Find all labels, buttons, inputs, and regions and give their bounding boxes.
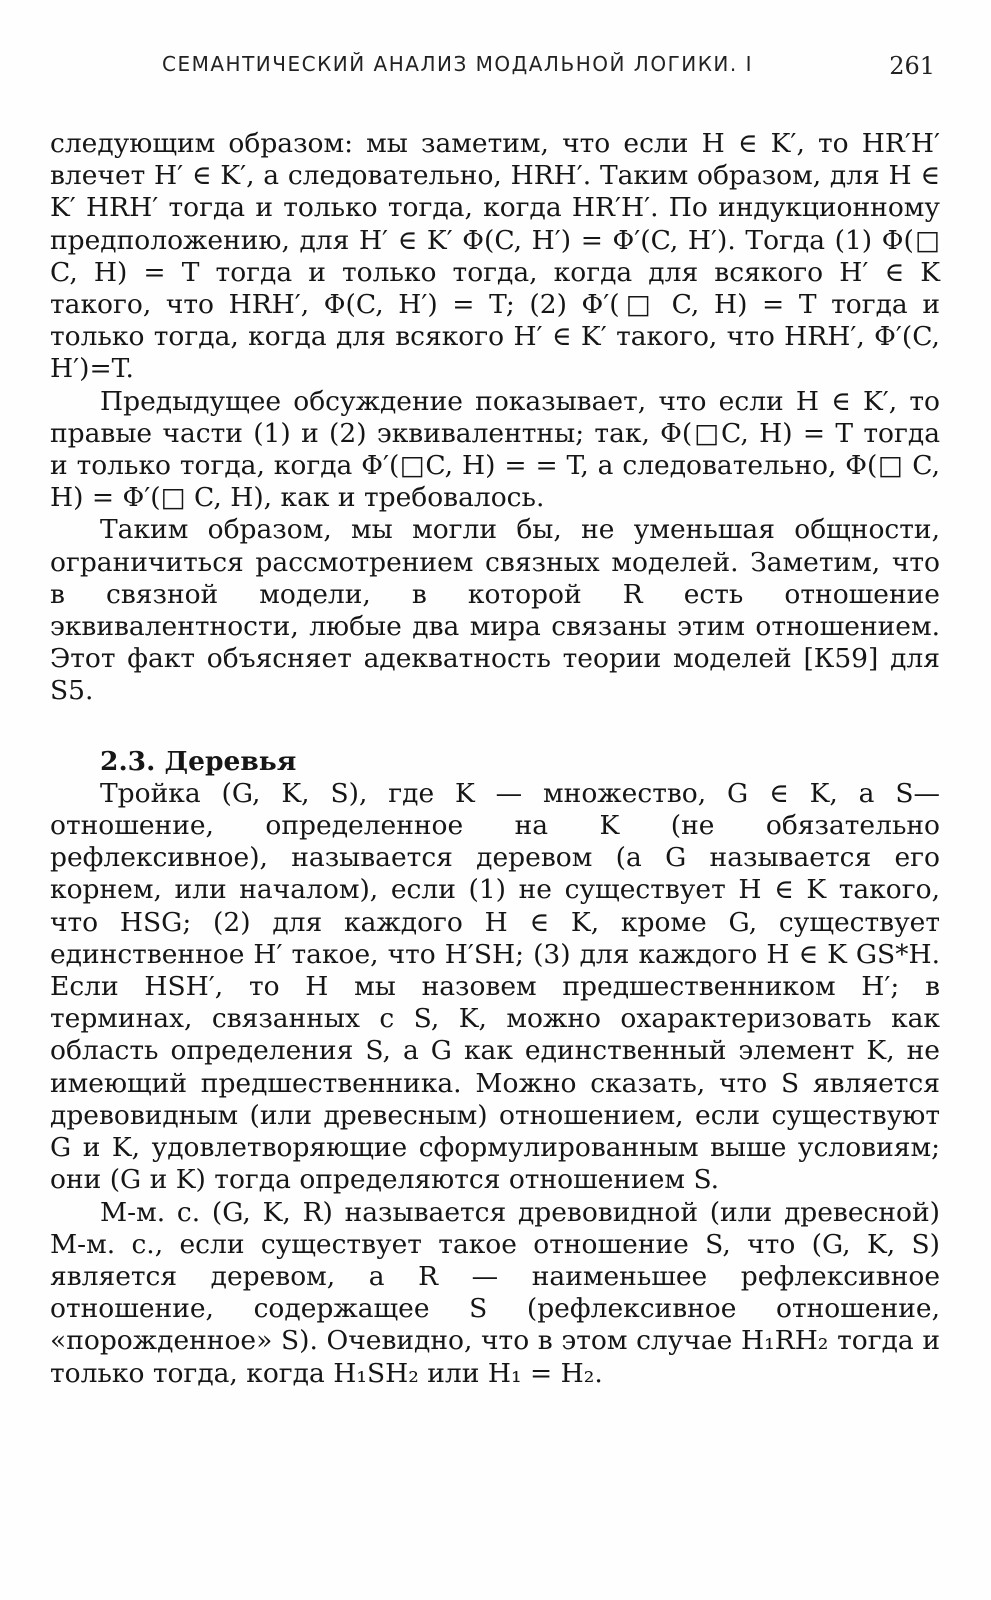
paragraph: следующим образом: мы заметим, что если H ∈ K′, то HR′H′ влечет H′ ∈ K′, а следовательно, HRH′. Таким образом, для H ∈ K′ HRH′ тогда и только тогда, когда HR′H′. По индукционному предположению, для H′ ∈ K′ Φ(C, H′) = Φ′(C, H′). Тогда (1) Φ(□ C, H) = T тогда и только тогда, когда для всякого H′ ∈ K такого, что HRH′, Φ(C, H′) = T; (2) Φ′(□ C, H) = T тогда и только тогда, когда для всякого H′ ∈ K′ такого, что HRH′, Φ′(C, H′)=T. — [50, 128, 940, 385]
paragraph: Предыдущее обсуждение показывает, что если H ∈ K′, то правые части (1) и (2) эквивалентны; так, Φ(□C, H) = T тогда и только тогда, когда Φ′(□C, H) = = T, а следовательно, Φ(□ C, H) = Φ′(□ C, H), как и требовалось. — [50, 385, 940, 514]
paragraph: Таким образом, мы могли бы, не уменьшая общности, ограничиться рассмотрением связных моделей. Заметим, что в связной модели, в которой R есть отношение эквивалентности, любые два мира связаны этим отношением. Этот факт объясняет адекватность теории моделей [К59] для S5. — [50, 514, 940, 707]
paragraph: M-м. с. (G, K, R) называется древовидной (или древесной) M-м. с., если существует такое отношение S, что (G, K, S) является деревом, а R — наименьшее рефлексивное отношение, содержащее S (рефлексивное отношение, «порожденное» S). Очевидно, что в этом случае H₁RH₂ тогда и только тогда, когда H₁SH₂ или H₁ = H₂. — [50, 1196, 940, 1389]
page-number: 261 — [889, 52, 935, 80]
running-title: СЕМАНТИЧЕСКИЙ АНАЛИЗ МОДАЛЬНОЙ ЛОГИКИ. I — [162, 52, 754, 76]
body-text — [50, 128, 940, 1390]
paragraph: Тройка (G, K, S), где K — множество, G ∈ K, а S—отношение, определенное на K (не обязательно рефлексивное), называется деревом (а G называется его корнем, или началом), если (1) не существует H ∈ K такого, что HSG; (2) для каждого H ∈ K, кроме G, существует единственное H′ такое, что H′SH; (3) для каждого H ∈ K GS*H. Если HSH′, то H мы назовем предшественником H′; в терминах, связанных с S, K, можно охарактеризовать как область определения S, а G как единственный элемент K, не имеющий предшественника. Можно сказать, что S является древовидным (или древесным) отношением, если существуют G и K, удовлетворяющие сформулированным выше условиям; они (G и K) тогда определяются отношением S. — [50, 777, 940, 1196]
section-heading: 2.3. Деревья — [100, 745, 297, 777]
